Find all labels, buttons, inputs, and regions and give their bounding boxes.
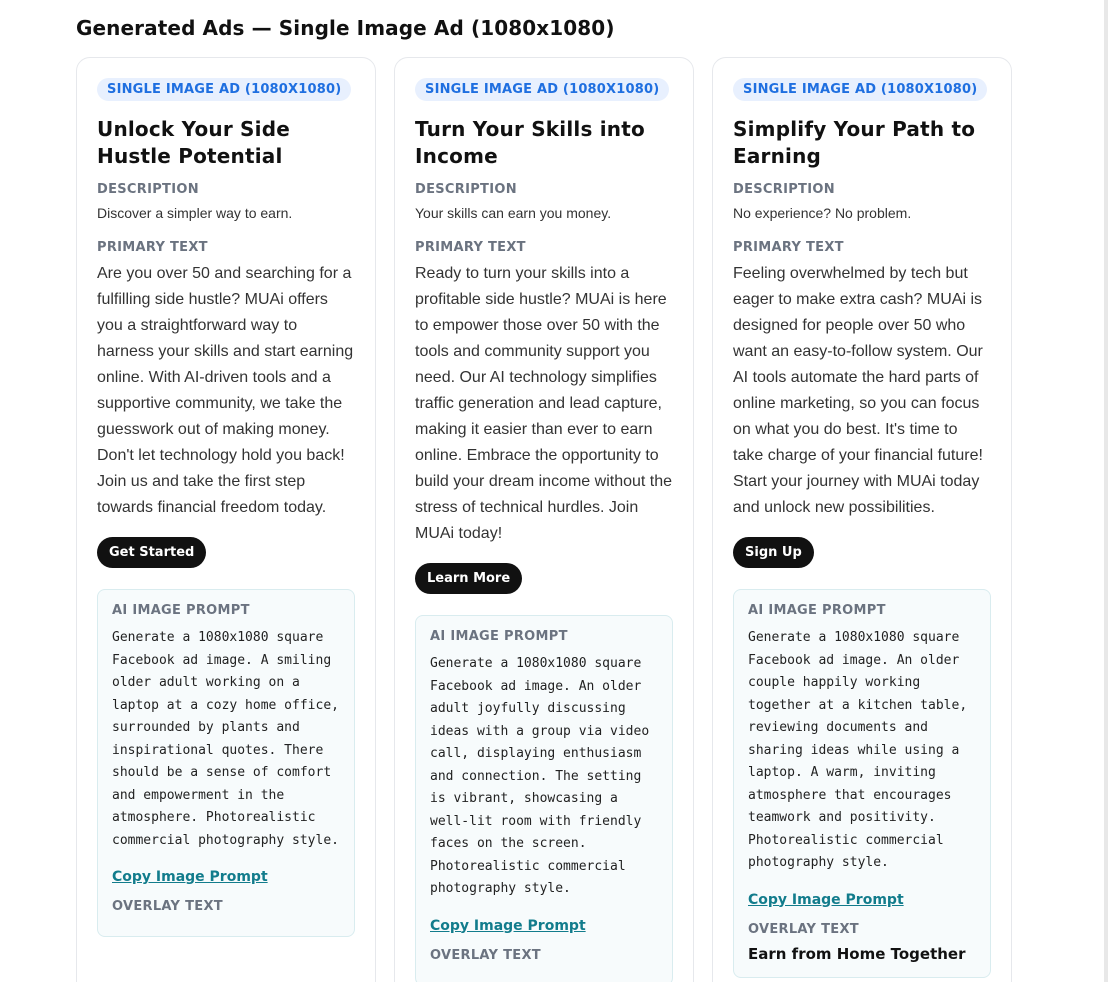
overlay-text-label: OVERLAY TEXT	[748, 921, 859, 937]
ad-primary-text: Are you over 50 and searching for a fulfilling side hustle? MUAi offers you a straightforward way to harness your skills and start earning online. With AI-driven tools and a supportive community, we take the guesswork out of making money. Don't let technology hold you back! Join us and take the first step towards financial freedom today.	[97, 265, 354, 516]
overlay-text-label: OVERLAY TEXT	[112, 899, 223, 914]
sign-up-button[interactable]: Sign Up	[733, 537, 814, 568]
ad-primary-text: Ready to turn your skills into a profitable side hustle? MUAi is here to empower those over 50 with the tools and community support you need. Our AI technology simplifies traffic generation and lead capture, making it easier than ever to earn online. Embrace the opportunity to build your dream income without the stress of technical hurdles. Join MUAi today!	[415, 265, 673, 542]
copy-image-prompt-link[interactable]: Copy Image Prompt	[430, 917, 586, 934]
ad-format-badge: SINGLE IMAGE AD (1080X1080)	[415, 78, 669, 101]
primary-text-label: PRIMARY TEXT	[97, 240, 208, 255]
ai-image-prompt-label: AI IMAGE PROMPT	[748, 603, 886, 618]
ad-card-3	[712, 57, 1012, 982]
image-prompt-text: Generate a 1080x1080 square Facebook ad image. An older couple happily working together at a kitchen table, reviewing documents and sharing ideas while using a laptop. A warm, inviting atmosphere that encourages teamwork and positivity. Photorealistic commercial photography style.	[748, 630, 968, 870]
image-prompt-text: Generate a 1080x1080 square Facebook ad image. A smiling older adult working on a laptop at a cozy home office, surrounded by plants and inspirational quotes. There should be a sense of comfort and empowerment in the atmosphere. Photorealistic commercial photography style.	[112, 630, 339, 848]
page-title: Generated Ads — Single Image Ad (1080x1080)	[76, 16, 615, 40]
learn-more-button[interactable]: Learn More	[415, 563, 522, 594]
overlay-text-value: Earn from Home Together	[748, 944, 966, 963]
copy-image-prompt-link[interactable]: Copy Image Prompt	[748, 891, 904, 908]
ai-image-prompt-label: AI IMAGE PROMPT	[112, 603, 250, 618]
ad-card-1	[76, 57, 376, 982]
image-prompt-box	[415, 615, 673, 982]
ad-card-2	[394, 57, 694, 982]
ad-description: No experience? No problem.	[733, 205, 912, 221]
image-prompt-box	[733, 589, 991, 978]
get-started-button[interactable]: Get Started	[97, 537, 206, 568]
page-scrollbar[interactable]	[1104, 0, 1108, 982]
image-prompt-text: Generate a 1080x1080 square Facebook ad image. An older adult joyfully discussing ideas with a group via video call, displaying enthusiasm and connection. The setting is vibrant, showcasing a well-lit room with friendly faces on the screen. Photorealistic commercial photography style.	[430, 656, 650, 896]
ad-headline: Turn Your Skills into Income	[415, 117, 645, 168]
copy-image-prompt-link[interactable]: Copy Image Prompt	[112, 869, 268, 885]
primary-text-label: PRIMARY TEXT	[733, 240, 844, 255]
ad-headline: Simplify Your Path to Earning	[733, 117, 976, 168]
ai-image-prompt-label: AI IMAGE PROMPT	[430, 629, 568, 644]
ad-headline: Unlock Your Side Hustle Potential	[97, 117, 290, 168]
description-label: DESCRIPTION	[97, 182, 199, 197]
image-prompt-box	[97, 589, 355, 937]
description-label: DESCRIPTION	[733, 182, 835, 197]
ad-format-badge: SINGLE IMAGE AD (1080X1080)	[97, 78, 351, 101]
ad-primary-text: Feeling overwhelmed by tech but eager to make extra cash? MUAi is designed for people over 50 who want an easy-to-follow system. Our AI tools automate the hard parts of online marketing, so you can focus on what you do best. It's time to take charge of your financial future! Start your journey with MUAi today and unlock new possibilities.	[733, 265, 983, 516]
description-label: DESCRIPTION	[415, 182, 517, 197]
ad-format-badge: SINGLE IMAGE AD (1080X1080)	[733, 78, 987, 101]
ad-description: Your skills can earn you money.	[415, 205, 612, 221]
overlay-text-label: OVERLAY TEXT	[430, 947, 541, 963]
primary-text-label: PRIMARY TEXT	[415, 240, 526, 255]
ad-description: Discover a simpler way to earn.	[97, 205, 293, 221]
